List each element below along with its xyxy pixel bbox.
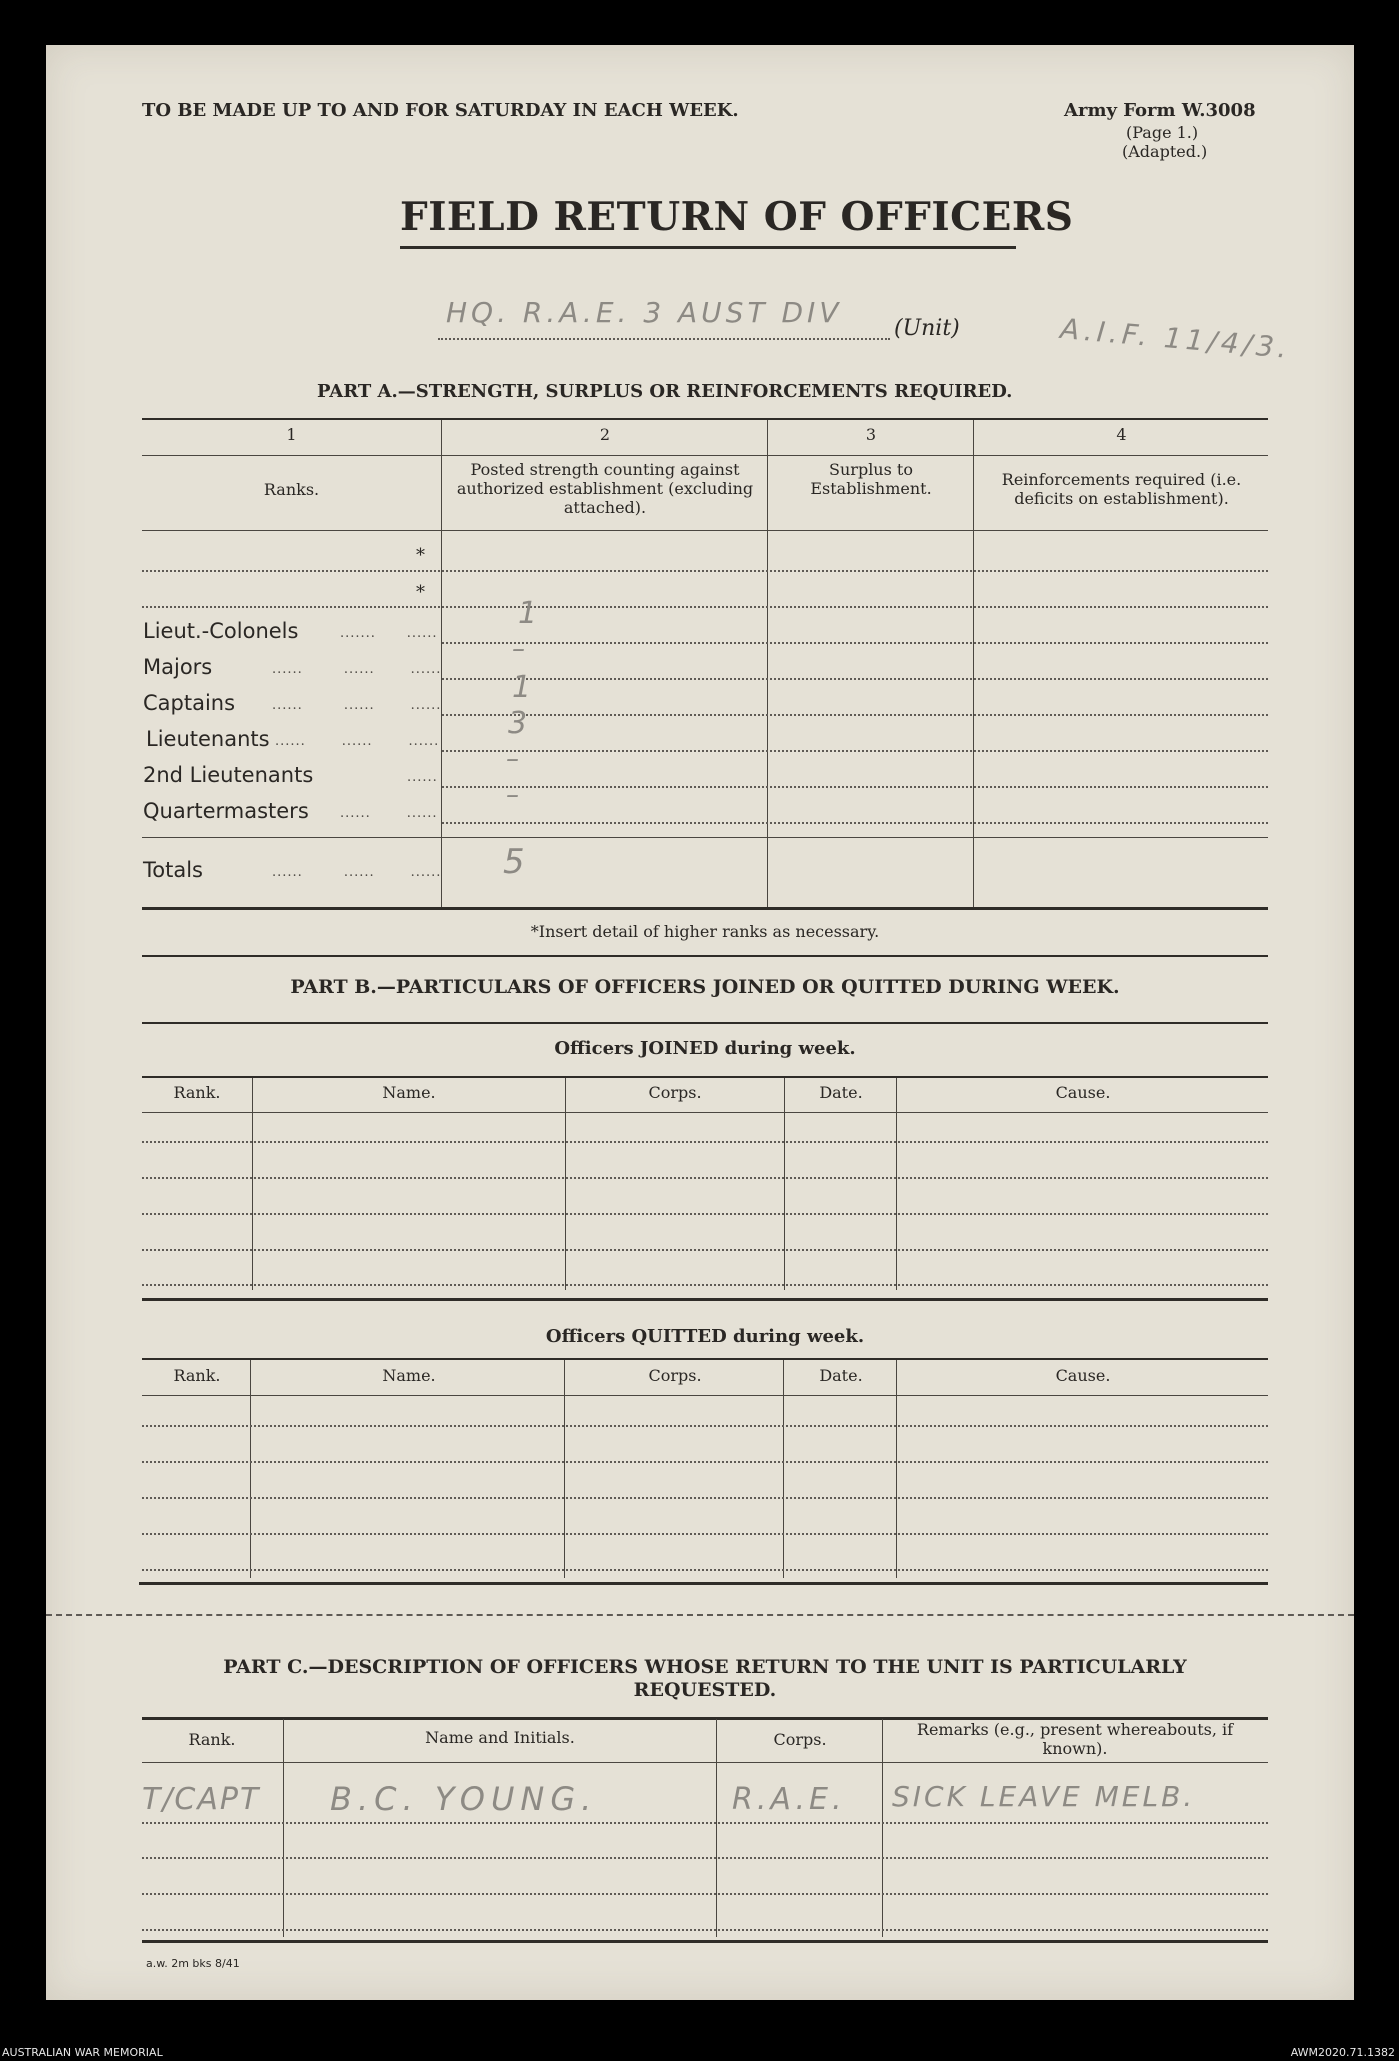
- part-c-bottom-rule: [142, 1940, 1268, 1943]
- part-b-top-rule: [142, 955, 1268, 957]
- quitted-row-line: [142, 1533, 1268, 1535]
- joined-row-line: [142, 1249, 1268, 1251]
- header-instruction: TO BE MADE UP TO AND FOR SATURDAY IN EACH WEEK.: [142, 100, 739, 121]
- title-underline: [400, 246, 1016, 249]
- part-c-entry-remarks: SICK LEAVE MELB.: [892, 1780, 1196, 1813]
- leader-dots: ...... ...... ......: [275, 734, 440, 749]
- rank-lieutenants: Lieutenants: [146, 727, 270, 751]
- quitted-col-corps: Corps.: [648, 1366, 702, 1385]
- part-c-row-line: [142, 1857, 1268, 1859]
- rank-lieut-colonels: Lieut.-Colonels: [143, 619, 299, 643]
- part-c-col-name: Name and Initials.: [425, 1728, 575, 1747]
- joined-col-name: Name.: [382, 1083, 436, 1102]
- leader-dots: ...... ...... ......: [272, 865, 442, 880]
- quitted-row-line: [142, 1461, 1268, 1463]
- unit-handwritten-value: HQ. R.A.E. 3 AUST DIV: [446, 296, 843, 329]
- joined-divider: [784, 1078, 785, 1290]
- posted-2nd-lieutenants: –: [506, 744, 523, 774]
- quitted-divider: [250, 1360, 251, 1578]
- quitted-divider: [896, 1360, 897, 1578]
- part-c-row-line: [142, 1929, 1268, 1931]
- col-number-2: 2: [599, 425, 611, 444]
- part-c-row-line: [142, 1822, 1268, 1824]
- part-c-heading: [142, 1656, 1268, 1702]
- page-title: FIELD RETURN OF OFFICERS: [400, 194, 1074, 240]
- posted-quartermasters: –: [506, 780, 523, 810]
- col-header-posted-strength: Posted strength counting against authorized establishment (excluding attached).: [456, 460, 754, 517]
- quitted-title: Officers QUITTED during week.: [545, 1326, 865, 1347]
- col-header-rule: [142, 530, 1268, 531]
- joined-row-line: [142, 1213, 1268, 1215]
- joined-row-line: [142, 1141, 1268, 1143]
- quitted-bottom-rule: [139, 1582, 1268, 1585]
- joined-bottom-rule: [142, 1298, 1268, 1301]
- col-number-4: 4: [1116, 425, 1127, 444]
- part-a-top-rule: [142, 418, 1268, 420]
- col-number-rule: [142, 455, 1268, 456]
- archive-footer-left: AUSTRALIAN WAR MEMORIAL: [2, 2046, 163, 2059]
- print-code: a.w. 2m bks 8/41: [146, 1957, 240, 1970]
- part-a-bottom-rule: [142, 907, 1268, 910]
- unit-label: (Unit): [894, 316, 960, 341]
- posted-lieut-colonels: 1: [518, 596, 542, 631]
- joined-col-corps: Corps.: [648, 1083, 702, 1102]
- form-page-number: (Page 1.): [1126, 123, 1199, 142]
- col-number-3: 3: [865, 425, 877, 444]
- joined-title: Officers JOINED during week.: [554, 1038, 856, 1059]
- row-line: [442, 786, 1268, 788]
- quitted-row-line: [142, 1425, 1268, 1427]
- quitted-divider: [564, 1360, 565, 1578]
- joined-top-rule: [142, 1076, 1268, 1078]
- part-c-heading-line2: REQUESTED.: [633, 1679, 777, 1701]
- rank-2nd-lieutenants: 2nd Lieutenants: [143, 763, 314, 787]
- rank-quartermasters: Quartermasters: [143, 799, 309, 823]
- part-a-heading: PART A.—STRENGTH, SURPLUS OR REINFORCEMENTS REQUIRED.: [317, 381, 1013, 402]
- part-c-col-remarks: Remarks (e.g., present whereabouts, if known).: [916, 1720, 1234, 1758]
- part-c-col-corps: Corps.: [773, 1730, 827, 1749]
- row-line: [442, 822, 1268, 824]
- form-number: Army Form W.3008: [1064, 100, 1256, 121]
- leader-dots: ...... ......: [340, 806, 438, 821]
- posted-totals: 5: [503, 842, 529, 882]
- part-b-heading: PART B.—PARTICULARS OF OFFICERS JOINED OR QUITTED DURING WEEK.: [290, 976, 1120, 998]
- quitted-header-rule: [142, 1395, 1268, 1396]
- joined-col-cause: Cause.: [1055, 1083, 1111, 1102]
- part-c-row-line: [142, 1893, 1268, 1895]
- unit-dotted-line: [438, 338, 890, 340]
- joined-row-line: [142, 1177, 1268, 1179]
- col-header-surplus: Surplus to Establishment.: [810, 460, 932, 498]
- part-c-divider: [283, 1719, 284, 1937]
- joined-divider: [896, 1078, 897, 1290]
- quitted-col-rank: Rank.: [173, 1366, 221, 1385]
- totals-label: Totals: [143, 858, 203, 882]
- part-a-footnote: *Insert detail of higher ranks as necessary.: [530, 922, 880, 941]
- asterisk-1: *: [416, 545, 425, 566]
- joined-col-date: Date.: [819, 1083, 863, 1102]
- quitted-row-line: [142, 1497, 1268, 1499]
- quitted-col-name: Name.: [382, 1366, 436, 1385]
- archive-footer-right: AWM2020.71.1382: [1290, 2046, 1395, 2059]
- quitted-col-cause: Cause.: [1055, 1366, 1111, 1385]
- quitted-row-line: [142, 1569, 1268, 1571]
- part-c-divider: [716, 1719, 717, 1937]
- joined-divider: [252, 1078, 253, 1290]
- leader-dots: ...... ...... ......: [272, 698, 442, 713]
- quitted-top-rule: [142, 1358, 1268, 1360]
- leader-dots: ......: [407, 770, 438, 785]
- posted-captains: 1: [512, 670, 536, 705]
- part-c-entry-name: B.C. YOUNG.: [330, 1780, 598, 1818]
- col-header-reinforcements: Reinforcements required (i.e. deficits on establishment).: [1001, 470, 1242, 508]
- asterisk-2: *: [416, 582, 425, 603]
- leader-dots: ...... ...... ......: [272, 662, 442, 677]
- joined-divider: [565, 1078, 566, 1290]
- perforation-line: [46, 1614, 1354, 1616]
- part-c-entry-rank: T/CAPT: [142, 1782, 261, 1817]
- posted-lieutenants: 3: [508, 706, 532, 741]
- form-adapted: (Adapted.): [1122, 142, 1208, 161]
- row-line: [442, 642, 1268, 644]
- part-c-col-rank: Rank.: [188, 1730, 236, 1749]
- joined-header-rule: [142, 1112, 1268, 1113]
- row-line: [442, 750, 1268, 752]
- quitted-col-date: Date.: [819, 1366, 863, 1385]
- col-number-1: 1: [286, 425, 297, 444]
- totals-rule: [142, 837, 1268, 838]
- leader-dots: ....... ......: [340, 626, 438, 641]
- row-line: [142, 570, 1268, 572]
- part-c-heading-line1: PART C.—DESCRIPTION OF OFFICERS WHOSE RETURN TO THE UNIT IS PARTICULARLY: [223, 1656, 1187, 1678]
- row-line: [442, 714, 1268, 716]
- unit-handwritten-note: A.I.F. 11/4/3.: [1059, 311, 1293, 366]
- rank-captains: Captains: [143, 691, 236, 715]
- posted-majors: –: [512, 634, 529, 664]
- joined-row-line: [142, 1284, 1268, 1286]
- col-header-ranks: Ranks.: [263, 480, 320, 499]
- rank-majors: Majors: [143, 655, 213, 679]
- row-line: [442, 678, 1268, 680]
- joined-col-rank: Rank.: [173, 1083, 221, 1102]
- part-c-divider: [882, 1719, 883, 1937]
- part-c-entry-corps: R.A.E.: [732, 1782, 846, 1817]
- quitted-divider: [783, 1360, 784, 1578]
- part-b-heading-rule: [142, 1022, 1268, 1024]
- row-line: [142, 606, 1268, 608]
- part-c-header-rule: [142, 1762, 1268, 1763]
